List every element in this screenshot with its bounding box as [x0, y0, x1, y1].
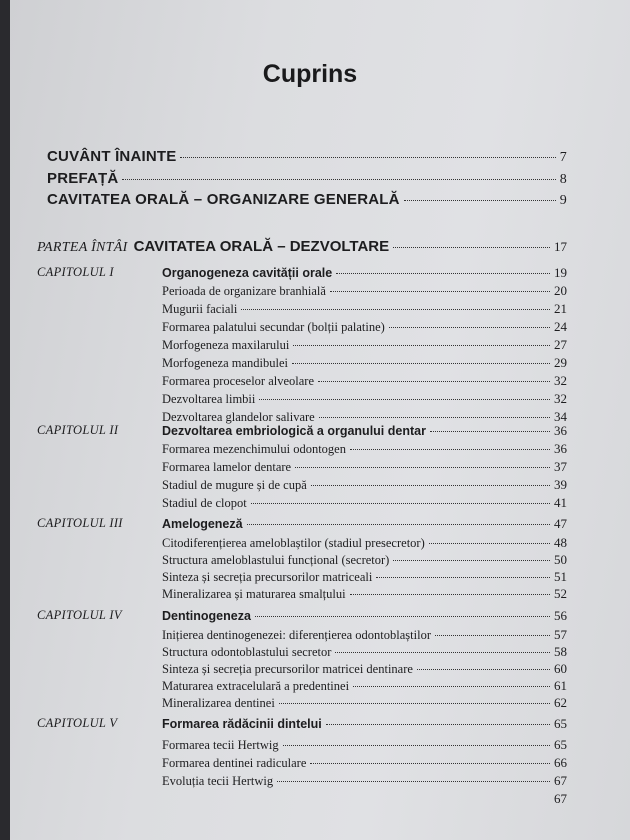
- toc-subentry: Structura odontoblastului secretor 58: [162, 644, 567, 659]
- toc-entry-organizare-generala: CAVITATEA ORALĂ – ORGANIZARE GENERALĂ 9: [47, 191, 567, 208]
- toc-title: Cuprins: [262, 60, 358, 88]
- toc-subentry: Morfogeneza mandibulei 29: [162, 355, 567, 370]
- chapter-4-title: Dentinogeneza 56: [162, 608, 567, 623]
- toc-subentry: Formarea proceselor alveolare 32: [162, 373, 567, 388]
- toc-subentry: Dezvoltarea limbii 32: [162, 391, 567, 406]
- toc-subentry: Inițierea dentinogenezei: diferențierea odontoblaștilor 57: [162, 627, 567, 642]
- chapter-5-title: Formarea rădăcinii dintelui 65: [162, 716, 567, 731]
- toc-subentry: Sinteza și secreția precursorilor matricei dentinare 60: [162, 661, 567, 676]
- chapter-3-title: Amelogeneză 47: [162, 516, 567, 531]
- chapter-3-label: CAPITOLUL III: [37, 516, 123, 530]
- toc-subentry: Stadiul de mugure și de cupă 39: [162, 477, 567, 492]
- toc-subentry: Formarea tecii Hertwig 65: [162, 737, 567, 752]
- toc-subentry: Formarea dentinei radiculare 66: [162, 755, 567, 770]
- toc-subentry: Mineralizarea dentinei 62: [162, 695, 567, 710]
- toc-subentry-continuation: 67: [554, 791, 567, 806]
- chapter-5-label: CAPITOLUL V: [37, 716, 118, 730]
- toc-subentry: Sinteza și secreția precursorilor matriceali 51: [162, 569, 567, 584]
- toc-subentry: Mineralizarea și maturarea smalțului 52: [162, 586, 567, 601]
- toc-subentry: Citodiferențierea ameloblaștilor (stadiul presecretor) 48: [162, 535, 567, 550]
- toc-subentry: Morfogeneza maxilarului 27: [162, 337, 567, 352]
- chapter-4-label: CAPITOLUL IV: [37, 608, 122, 622]
- toc-subentry: Mugurii faciali 21: [162, 301, 567, 316]
- toc-entry-prefata: PREFAȚĂ 8: [47, 170, 567, 187]
- toc-subentry: Formarea mezenchimului odontogen 36: [162, 441, 567, 456]
- chapter-1-label: CAPITOLUL I: [37, 265, 114, 279]
- toc-page: [10, 0, 630, 840]
- toc-subentry: Maturarea extracelulară a predentinei 61: [162, 678, 567, 693]
- toc-subentry: Dezvoltarea glandelor salivare 34: [162, 409, 567, 424]
- toc-subentry: Structura ameloblastului funcțional (secretor) 50: [162, 552, 567, 567]
- toc-subentry: Formarea palatului secundar (bolții palatine) 24: [162, 319, 567, 334]
- toc-part-one: PARTEA ÎNTÂI CAVITATEA ORALĂ – DEZVOLTARE 17: [37, 238, 567, 255]
- toc-subentry: Evoluția tecii Hertwig 67: [162, 773, 567, 788]
- chapter-1-title: Organogeneza cavității orale 19: [162, 265, 567, 280]
- chapter-2-title: Dezvoltarea embriologică a organului dentar 36: [162, 423, 567, 438]
- chapter-2-label: CAPITOLUL II: [37, 423, 119, 437]
- toc-entry-cuvant-inainte: CUVÂNT ÎNAINTE 7: [47, 148, 567, 165]
- toc-subentry: Perioada de organizare branhială 20: [162, 283, 567, 298]
- toc-subentry: Formarea lamelor dentare 37: [162, 459, 567, 474]
- toc-subentry: Stadiul de clopot 41: [162, 495, 567, 510]
